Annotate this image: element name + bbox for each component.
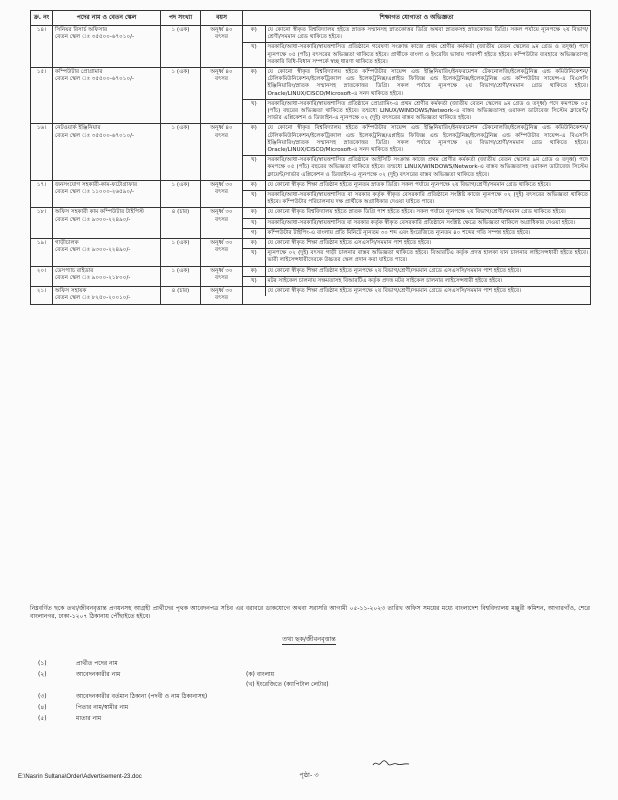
- row-qualification-cell: [243, 287, 591, 304]
- signature-mark: [372, 758, 410, 768]
- row-serial: ২১।: [31, 287, 53, 304]
- form-title-text: তথ্য ছক/জীবনবৃত্তান্ত: [282, 635, 336, 643]
- row-qualification-cell: [243, 68, 591, 124]
- qualification-item: [243, 68, 590, 99]
- row-qualification-cell: [243, 266, 591, 286]
- application-note: নিম্নবর্ণিত ছকে তথ্য/জীবনবৃত্তান্ত প্রণয়নসহ আগ্রহী প্রার্থীদের পৃথক আবেদনপত্র সচিব এর বরাবরে ডাকযোগে অথবা সরাসরি আগামী ০৫-১১-২০২৩ তারিখ অফিস সময়ের মধ্যে বাংলাদেশ বিশ্ববিদ্যালয় মঞ্জুরী কমিশন, আগারগাঁও, শেরে বাংলানগর, ঢাকা-১২০৭ ঠিকানায় পৌঁছাইতে হইবে।: [30, 605, 590, 620]
- qualification-text: যে কোনো স্বীকৃত শিক্ষা প্রতিষ্ঠান হইতে এসএসসি/সমমান পাশ হইতে হইবে।: [265, 239, 590, 249]
- row-age-limit: অনূর্ধ্ব ৪০ বৎসর: [201, 26, 243, 68]
- row-serial: ১৯।: [31, 239, 53, 267]
- qualification-text: সরকারি/আধা-সরকারি/স্বায়ত্তশাসিত বা সরকার কর্তৃক স্বীকৃত বেসরকারি প্রতিষ্ঠানে সংশ্লিষ্ট ক্ষেত্রে অভিজ্ঞতা থাকিলে অগ্রাধিকার দেওয়া হইবে।: [265, 218, 590, 228]
- qualification-text: যে কোনো স্বীকৃত বিশ্ববিদ্যালয় হইতে স্নাতক ডিগ্রি পাশ হইতে হইবে। সকল পর্যায়ে ন্যূনপক্ষে ২য় বিভাগ/শ্রেণী/সমমান গ্রেড থাকিতে হইবে।: [265, 208, 590, 218]
- post-name: অফিস সহকারী কাম কম্পিউটার টাইপিস্ট: [55, 209, 144, 216]
- qualification-list: [243, 181, 590, 208]
- qualification-text: সরকারি/আধা-সরকারি/স্বায়ত্তশাসিত প্রতিষ্ঠানে আইসিটি সংক্রান্ত কাজে প্রথম শ্রেণীর কর্মকর্তা (জাতীয় বেতন স্কেলের ৯ম গ্রেড ও তদূর্ধ্ব) পদে কমপক্ষে ০৫ (পাঁচ) বছরের অভিজ্ঞতা থাকিতে হইবে। তন্মধ্যে LINUX/WINDOWS/Network-এ বাস্তব অভিজ্ঞতাসহ ওরাকল ডাটাবেজ সিস্টেম ক্লায়েন্ট/সার্ভার এপ্লিকেশন ও ডিজাইন-এ ন্যূনপক্ষে ০২ (দুই) বৎসরের বাস্তব অভিজ্ঞতা থাকিতে হইবে।: [267, 157, 588, 178]
- row-qualification-cell: [243, 26, 591, 68]
- qualification-marker: খ): [243, 156, 265, 180]
- qualification-item: [243, 43, 590, 67]
- jobs-table-body: [31, 26, 591, 305]
- form-row-label: মাতার নাম: [76, 715, 102, 722]
- row-post-cell: [53, 208, 161, 239]
- qualification-item: [243, 249, 590, 266]
- form-row: [38, 715, 246, 723]
- row-post-cell: [53, 68, 161, 124]
- qualification-text: যে কোনো স্বীকৃত শিক্ষা প্রতিষ্ঠান হইতে ন্যূনপক্ষে ২য় বিভাগ/শ্রেণী/সমমান গ্রেডে এসএসসি/সমমান পাশ হইতে হইবে।: [265, 267, 590, 277]
- row-age-limit: অনূর্ধ্ব ৩০ বৎসর: [201, 180, 243, 208]
- row-post-count: ৪ (চার): [161, 208, 201, 239]
- form-row-label: প্রার্থীত পদের নাম: [76, 660, 118, 667]
- row-post-count: ১ (এক): [161, 124, 201, 180]
- form-title: [0, 634, 618, 645]
- row-qualification-cell: [243, 124, 591, 180]
- qualification-item: [243, 26, 590, 43]
- header-qualification: শিক্ষাগত যোগ্যতা ও অভিজ্ঞতা: [243, 11, 591, 26]
- form-row-label: আবেদনকারীর বর্তমান ঠিকানা (পদবী ও নাম ঠিকানাসহ): [76, 693, 208, 700]
- qualification-item: [243, 181, 590, 191]
- row-qualification-cell: [243, 180, 591, 208]
- row-post-count: ১ (এক): [161, 26, 201, 68]
- row-post-cell: [53, 124, 161, 180]
- form-row: [38, 693, 246, 701]
- row-post-cell: [53, 239, 161, 267]
- form-row-label: [76, 681, 246, 689]
- qualification-item: [243, 239, 590, 249]
- qualification-marker: ক): [243, 68, 265, 99]
- qualification-item: [243, 191, 590, 208]
- form-row-number: (৪): [38, 704, 47, 711]
- form-row-label: পিতার নাম/স্বামীর নাম: [76, 704, 129, 711]
- pay-scale: বেতন স্কেল ঃ ৮২৫০-২০০১০/-: [55, 295, 131, 302]
- form-row-number: (৫): [38, 715, 47, 722]
- header-post-name: পদের নাম ও বেতন স্কেল: [53, 11, 161, 26]
- row-post-cell: [53, 26, 161, 68]
- qualification-item: [243, 124, 590, 155]
- header-age: বয়স: [201, 11, 243, 26]
- qualification-text: সরকারি/আধা-সরকারি/স্বায়ত্তশাসিত বা সরকার কর্তৃক স্বীকৃত বেসরকারি প্রতিষ্ঠানে সংশ্লিষ্ট কাজে ন্যূনপক্ষে ০২ (দুই) বৎসরের অভিজ্ঞতা থাকিতে হইবে। কম্পিউটার পরিচালনায় দক্ষ প্রার্থীকে অগ্রাধিকার দেওয়া যাইতে পারে।: [267, 192, 588, 206]
- qualification-marker: খ): [243, 218, 265, 228]
- row-serial: ১৫।: [31, 68, 53, 124]
- row-age-limit: অনূর্ধ্ব ৩০ বৎসর: [201, 287, 243, 304]
- qualification-marker: খ): [243, 249, 265, 266]
- qualification-marker: ক): [243, 26, 265, 43]
- form-row-number: [38, 681, 76, 689]
- post-name: গাড়ীচালক: [55, 240, 79, 247]
- form-row: [38, 660, 246, 668]
- row-age-limit: অনূর্ধ্ব ৪০ বৎসর: [201, 124, 243, 180]
- row-age-limit: অনূর্ধ্ব ৩০ বৎসর: [201, 266, 243, 286]
- qualification-marker: ক): [243, 208, 265, 218]
- table-row: [31, 239, 591, 267]
- qualification-text: ন্যূনপক্ষে ০২ (দুই) বৎসর গাড়ী চালনার বাস্তব অভিজ্ঞতা থাকিতে হইবে। বিআরটিএ কর্তৃক প্রদত্ত হালকা যান চালনার লাইসেন্সধারী হইতে হইবে। ভারী লাইসেন্সধারীদেরকে উচ্চতর স্কেল প্রদান করা যাইতে পারে।: [267, 250, 588, 264]
- qualification-item: [243, 276, 590, 286]
- qualification-marker: খ): [243, 43, 265, 67]
- qualification-marker: ক): [243, 267, 265, 277]
- qualification-marker: ক): [243, 239, 265, 249]
- table-row: [31, 26, 591, 68]
- qualification-text: যে কোনো স্বীকৃত বিশ্ববিদ্যালয় হইতে কম্পিউটার সায়েন্স এন্ড ইঞ্জিনিয়ারিং/ইনফরমেশন টেকনোলজি/ইলেকট্রনিক্স এন্ড কমিউনিকেশন/টেলিকমিউনিকেশন/ইলেকট্রিক্যাল এন্ড ইলেকট্রনিক্স/এপ্লাইড ফিজিক্স এন্ড ইলেকট্রনিক্স/ইলেকট্রনিক্স এন্ড কম্পিউটার সায়েন্স-এ বিএসসি ইঞ্জিনিয়ারিং/স্নাতক সম্মানসহ স্নাতকোত্তর ডিগ্রি। সকল পর্যায়ে ন্যূনপক্ষে ২য় বিভাগ/শ্রেণী/সমমান গ্রেড থাকিতে হইবে। Oracle/LINUX/CISCO/Microsoft-এ সনদ থাকিতে হইবে।: [265, 68, 590, 99]
- row-post-count: ১ (এক): [161, 239, 201, 267]
- qualification-item: [243, 208, 590, 218]
- pay-scale: বেতন স্কেল ঃ ৯৩০০-২২৪৯০/-: [55, 216, 131, 223]
- row-age-limit: অনূর্ধ্ব ৪০ বৎসর: [201, 68, 243, 124]
- qualification-marker: [243, 287, 265, 296]
- qualification-text: যে কোনো স্বীকৃত শিক্ষা প্রতিষ্ঠান হইতে ন্যূনতম স্নাতক ডিগ্রি। সকল পর্যায়ে ন্যূনপক্ষে ২য় বিভাগ/শ্রেণী/সমমান গ্রেড থাকিতে হইবে।: [265, 181, 590, 191]
- row-serial: ১৬।: [31, 124, 53, 180]
- form-row-number: (১): [38, 660, 47, 667]
- qualification-marker: খ): [243, 276, 265, 286]
- qualification-item: [243, 99, 590, 123]
- row-post-cell: [53, 287, 161, 304]
- post-name: কম্পিউটার প্রোগ্রামার: [55, 69, 103, 76]
- row-age-limit: অনূর্ধ্ব ৩০ বৎসর: [201, 239, 243, 267]
- qualification-list: [243, 208, 590, 238]
- qualification-text: সরকারি/আধা-সরকারি/স্বায়ত্তশাসিত প্রতিষ্ঠানে প্রোগ্রামিং-এ প্রথম শ্রেণীর কর্মকর্তা (জাতীয় বেতন স্কেলের ৯ম গ্রেড ও তদূর্ধ্ব) পদে কমপক্ষে ০৫ (পাঁচ) বছরের অভিজ্ঞতা থাকিতে হইবে। তন্মধ্যে LINUX/WINDOWS/Network-এ বাস্তব অভিজ্ঞতাসহ ওরাকল ডাটাবেজ সিস্টেম ক্লায়েন্ট/সার্ভার এপ্লিকেশন ও ডিজাইন-এ ন্যূনপক্ষে ০২ (দুই) বৎসরের বাস্তব অভিজ্ঞতা থাকিতে হইবে।: [267, 100, 588, 122]
- row-post-count: ৪ (চার): [161, 287, 201, 304]
- post-name: নেটওয়ার্ক ইঞ্জিনিয়ার: [55, 125, 101, 132]
- pay-scale: বেতন স্কেল ঃ ৩৫৫০০-৬৭০১০/-: [55, 76, 134, 83]
- qualification-list: [243, 26, 590, 67]
- pay-scale: বেতন স্কেল ঃ ৩৫৫০০-৬৭০১০/-: [55, 34, 134, 41]
- qualification-marker: খ): [243, 99, 265, 123]
- pay-scale: বেতন স্কেল ঃ ১১০০০-২৬৫৯০/-: [55, 189, 134, 196]
- form-row-sublabel: (খ) ইংরেজিতে (ক্যাপিটাল লেটার): [246, 681, 329, 688]
- qualification-text: যে কোনো স্বীকৃত বিশ্ববিদ্যালয় হইতে স্নাতক সম্মানসহ স্নাতকোত্তর ডিগ্রি অথবা স্নাতকসহ স্নাতকোত্তর ডিগ্রি। সকল পর্যায়ে ন্যূনপক্ষে ২য় বিভাগ/শ্রেণী/সমমান গ্রেড থাকিতে হইবে।: [265, 26, 590, 43]
- table-row: [31, 124, 591, 180]
- pay-scale: বেতন স্কেল ঃ ৯৩০০-২২৪৯০/-: [55, 247, 131, 254]
- row-post-count: ১ (এক): [161, 180, 201, 208]
- qualification-text: মটর সাইকেল চালনায় সক্ষমতাসহ বিআরটিএ কর্তৃক প্রদত্ত মটর সাইকেল চালনার লাইসেন্সধারী হইতে হইবে।: [267, 277, 503, 284]
- row-post-count: ১ (এক): [161, 68, 201, 124]
- form-row-number: (৩): [38, 693, 47, 700]
- file-path: E:\Nasrin Sultana\Order\Advertisement-23.doc: [18, 774, 142, 780]
- row-serial: ১৮।: [31, 208, 53, 239]
- jobs-table: [30, 10, 591, 305]
- qualification-marker: খ): [243, 191, 265, 208]
- form-row: [38, 704, 246, 712]
- row-age-limit: অনূর্ধ্ব ৩০ বৎসর: [201, 208, 243, 239]
- post-name: জনসংযোগ সহকারী-কাম-ফটোগ্রাফার: [55, 181, 138, 188]
- row-serial: ২০।: [31, 266, 53, 286]
- qualification-text: যে কোনো স্বীকৃত শিক্ষা প্রতিষ্ঠান হইতে ন্যূনপক্ষে ২য় বিভাগ/শ্রেণী/সমমান গ্রেডে এসএসসি/সমমান পাশ হইতে হইবে।: [267, 288, 522, 295]
- row-qualification-cell: [243, 208, 591, 239]
- row-qualification-cell: [243, 239, 591, 267]
- qualification-marker: ক): [243, 124, 265, 155]
- row-post-cell: [53, 180, 161, 208]
- form-row: [38, 681, 329, 689]
- page-number: পৃষ্ঠা- ৩: [299, 771, 319, 779]
- header-serial: ক্র. নং: [31, 11, 53, 26]
- qualification-item: [243, 267, 590, 277]
- row-serial: ১৭।: [31, 180, 53, 208]
- qualification-list: [243, 267, 590, 286]
- form-row-label: আবেদনকারীর নাম: [76, 671, 121, 678]
- qualification-list: [243, 287, 590, 296]
- pay-scale: বেতন স্কেল ঃ ৯০০০-২১৮০০/-: [55, 274, 131, 281]
- post-name: সিনিয়র রিসার্চ অফিসার: [55, 27, 108, 33]
- table-header-row: [31, 11, 591, 26]
- post-name: অফিস সহায়ক: [55, 288, 87, 295]
- qualification-text: কম্পিউটার টাইপিং-এ বাংলায় প্রতি মিনিটে ন্যূনতম ৩০ শব্দ এবং ইংরেজিতে ন্যূনতম ৪০ শব্দের গতি সম্পন্ন হইতে হইবে।: [267, 229, 531, 236]
- table-row: [31, 180, 591, 208]
- row-serial: ১৪।: [31, 26, 53, 68]
- qualification-item: [243, 287, 590, 296]
- form-row-sublabel: (ক) বাংলায়: [246, 671, 275, 678]
- qualification-item: [243, 218, 590, 228]
- row-post-count: ১ (এক): [161, 266, 201, 286]
- post-name: ডেসপ্যাচ রাইডার: [55, 267, 94, 274]
- header-post-count: পদ সংখ্যা: [161, 11, 201, 26]
- table-row: [31, 287, 591, 304]
- table-row: [31, 68, 591, 124]
- qualification-text: সরকারি/আধা-সরকারি/স্বায়ত্তশাসিত প্রতিষ্ঠানে গবেষণা সংক্রান্ত কাজে প্রথম শ্রেণীর কর্মকর্তা (জাতীয় বেতন স্কেলের ৯ম গ্রেড ও তদূর্ধ্ব) পদে ন্যূনপক্ষে ০৫ (পাঁচ) বৎসরের অভিজ্ঞতা থাকিতে হইবে। প্রার্থীকে বাংলা ও ইংরেজি ভাষায় পারদর্শী হইতে হইবে। কম্পিউটার ব্যবহারে অভিজ্ঞতাসহ সরকারি বিধি-বিধান সম্পর্কে স্বচ্ছ ধারণা থাকিতে হইবে।: [267, 44, 588, 65]
- form-row: [38, 671, 274, 679]
- qualification-item: [243, 228, 590, 238]
- table-row: [31, 266, 591, 286]
- qualification-list: [243, 124, 590, 179]
- qualification-list: [243, 239, 590, 266]
- qualification-list: [243, 68, 590, 123]
- row-post-cell: [53, 266, 161, 286]
- pay-scale: বেতন স্কেল ঃ ৩৫৫০০-৬৭০১০/-: [55, 132, 134, 139]
- qualification-item: [243, 156, 590, 180]
- qualification-marker: গ): [243, 228, 265, 238]
- qualification-marker: ক): [243, 181, 265, 191]
- form-row-number: (২): [38, 671, 47, 678]
- table-row: [31, 208, 591, 239]
- qualification-text: যে কোনো স্বীকৃত বিশ্ববিদ্যালয় হইতে কম্পিউটার সায়েন্স এন্ড ইঞ্জিনিয়ারিং/ইনফরমেশন টেকনোলজি/ইলেকট্রনিক্স এন্ড কমিউনিকেশন/টেলিকমিউনিকেশন/ইলেকট্রিক্যাল এন্ড ইলেকট্রনিক্স/এপ্লাইড ফিজিক্স এন্ড ইলেকট্রনিক্স/ইলেকট্রনিক্স এন্ড কম্পিউটার সায়েন্স-এ বিএসসি ইঞ্জিনিয়ারিং/স্নাতক সম্মানসহ স্নাতকোত্তর ডিগ্রি। সকল পর্যায়ে ন্যূনপক্ষে ২য় বিভাগ/শ্রেণী/সমমান গ্রেড থাকিতে হইবে। Oracle/LINUX/CISCO/Microsoft-এ সনদ থাকিতে হইবে।: [265, 124, 590, 155]
